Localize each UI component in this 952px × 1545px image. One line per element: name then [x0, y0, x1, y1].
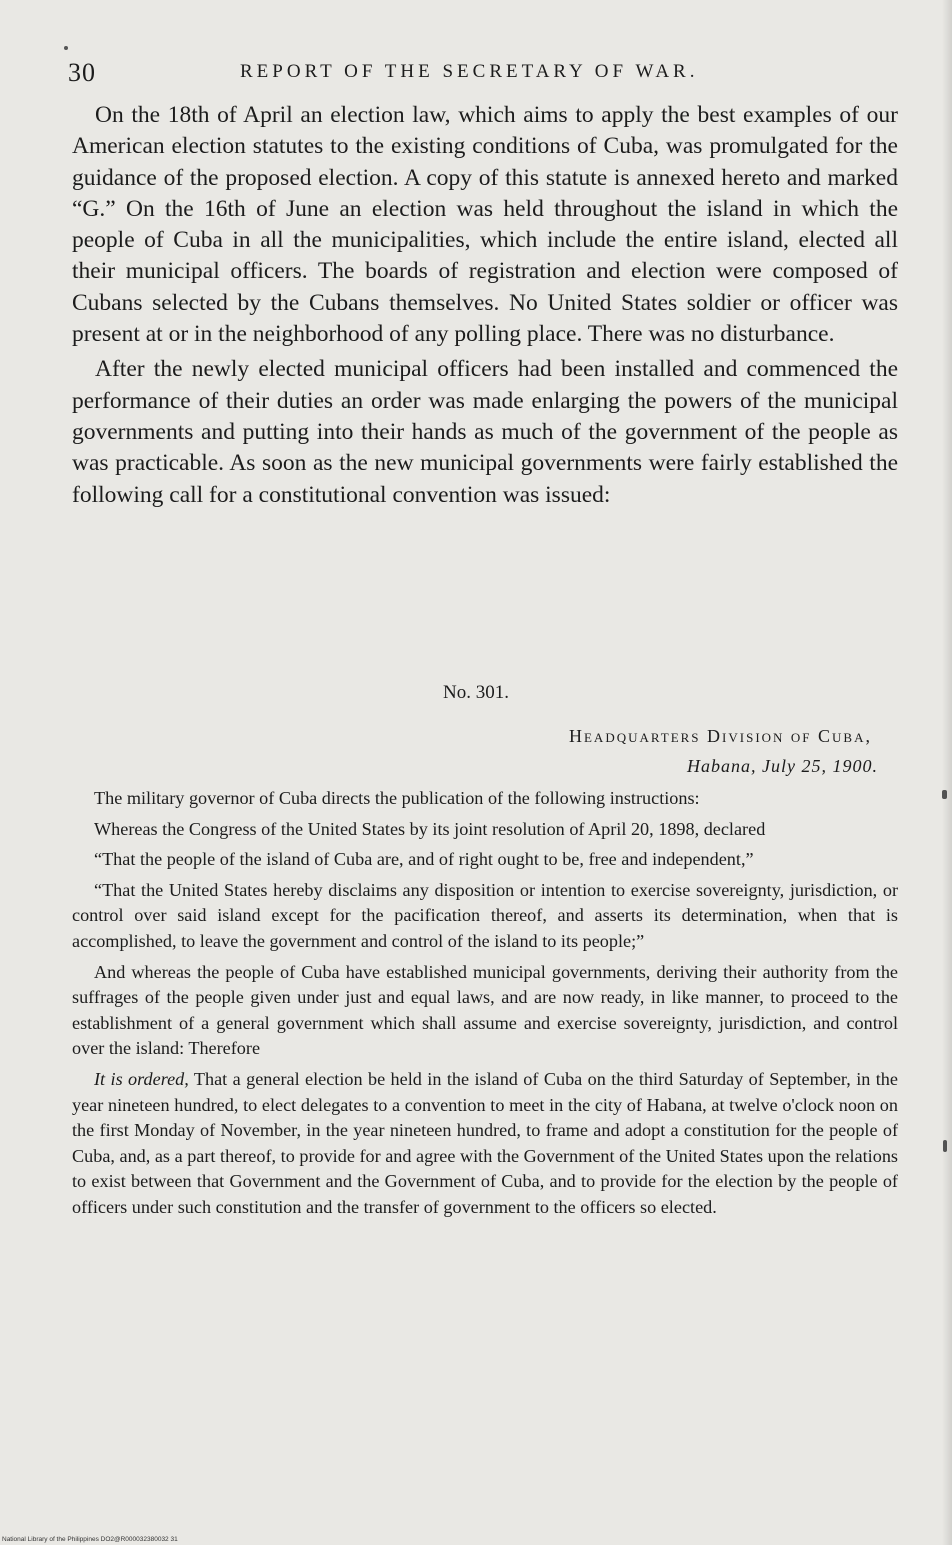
order-number: No. 301. — [443, 682, 509, 703]
body-paragraph-election-law: On the 18th of April an election law, which aims to apply the best examples of our American election statutes to the existing conditions of Cuba, was promulgated for the guidance of the proposed election. A copy of this statute is annexed hereto and marked “G.” On the 16th of June an election was held throughout the island in which the people of Cuba in all the municipalities, which include the entire island, elected all their municipal officers. The boards of registration and election were composed of Cubans selected by the Cubans themselves. No United States soldier or officer was present at or in the neighborhood of any polling place. There was no disturbance. — [72, 102, 898, 348]
page-header — [68, 58, 900, 92]
report-body — [72, 100, 898, 511]
order-paragraph-quote-free: “That the people of the island of Cuba are, and of right ought to be, free and independent,” — [94, 849, 754, 870]
library-watermark: National Library of the Philippines DO2@R000032380032 31 — [2, 1536, 178, 1543]
order-paragraph-quote-disclaims: “That the United States hereby disclaims any disposition or intention to exercise sovereignty, jurisdiction, or control over said island except for the pacification thereof, and asserts its determination, when that is accomplished, to leave the government and control of the island to its people;” — [72, 879, 898, 951]
page-number: 30 — [68, 58, 96, 87]
order-paragraph-it-is-ordered — [72, 1067, 898, 1221]
headquarters-line: Headquarters Division of Cuba, — [568, 726, 872, 746]
running-head: REPORT OF THE SECRETARY OF WAR. — [240, 61, 699, 82]
scan-speck — [64, 46, 68, 50]
order-final-text: That a general election be held in the island of Cuba on the third Saturday of September, in the year nineteen hundred, to elect delegates to a convention to meet in the city of Habana, at twelve o'clock noon on the first Monday of November, in the year nineteen hundred, to frame and adopt a constitution for the people of Cuba, and, as a part thereof, to provide for and agree with the Government of the United States upon the relations to exist between that Government and the Government of Cuba, and to provide for the election by the people of officers under such constitution and the transfer of government to the officers so elected. — [72, 1068, 898, 1217]
order-paragraph-whereas-cuba: And whereas the people of Cuba have established municipal governments, deriving their authority from the suffrages of the people given under just and equal laws, and are now ready, in like manner, to proceed to the establishment of a general government which shall assume and exercise sovereignty, jurisdiction, and control over the island: Therefore — [72, 961, 898, 1059]
body-paragraph-convention-call: After the newly elected municipal officers had been installed and commenced the performance of their duties an order was made enlarging the powers of the municipal governments and putting into their hands as much of the government of the people as was practicable. As soon as the new municipal governments were fairly established the following call for a constitutional convention was issued: — [72, 356, 898, 508]
page-edge-shadow — [942, 0, 952, 1545]
order-text — [72, 786, 898, 1226]
order-paragraph-whereas-congress: Whereas the Congress of the United States by its joint resolution of April 20, 1898, declared — [94, 818, 766, 839]
order-paragraph-directive: The military governor of Cuba directs the publication of the following instructions: — [94, 788, 700, 808]
order-lead-italic: It is ordered, — [94, 1068, 189, 1089]
place-date-line: Habana, July 25, 1900. — [687, 756, 878, 776]
